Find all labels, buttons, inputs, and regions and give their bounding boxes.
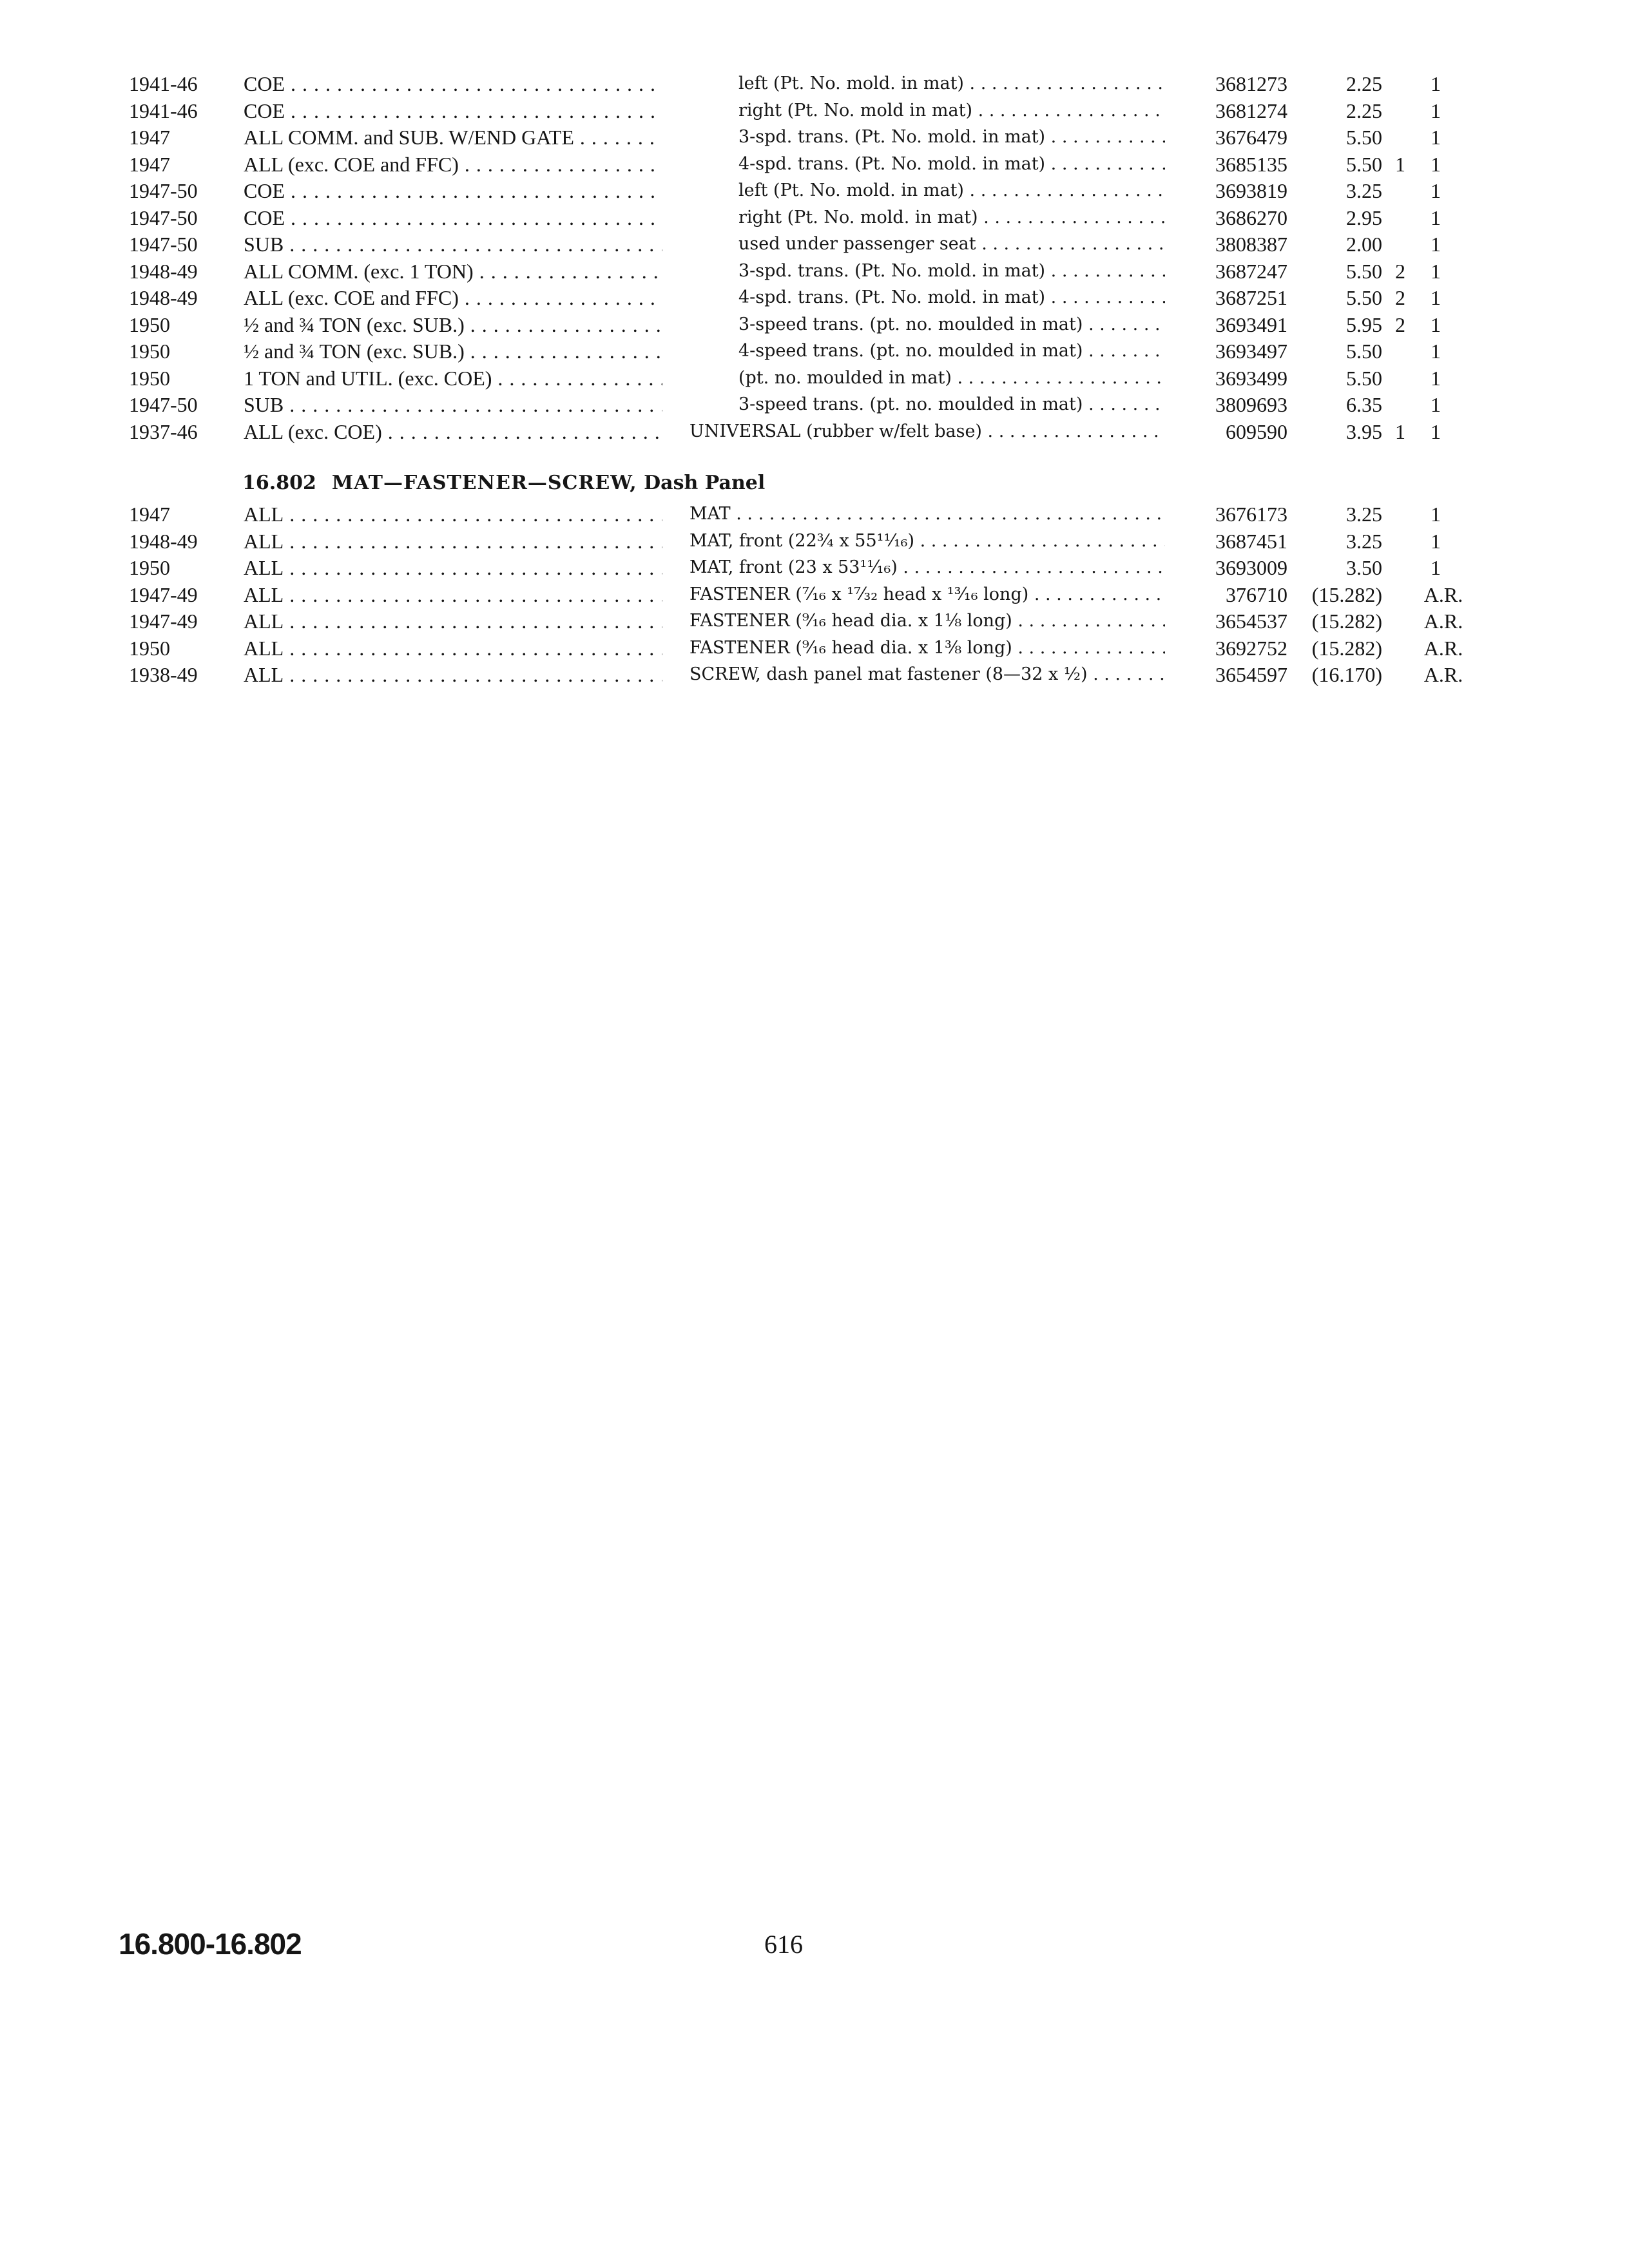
price: 5.50 xyxy=(1346,340,1382,363)
price: 2.25 xyxy=(1346,72,1382,95)
part-number: 3809693 xyxy=(1215,393,1287,416)
model-year: 1941-46 xyxy=(129,72,198,95)
quantity: 1 xyxy=(1431,393,1441,416)
model-year: 1950 xyxy=(129,312,170,336)
model-year: 1947-50 xyxy=(129,179,198,202)
model-application: ALL COMM. (exc. 1 TON) . . . xyxy=(244,257,662,285)
model-year: 1947-50 xyxy=(129,233,198,256)
table-row xyxy=(0,311,1629,339)
price: 2.25 xyxy=(1346,99,1382,122)
model-year: 1948-49 xyxy=(129,286,198,309)
table-row xyxy=(0,70,1629,98)
group-code: 2 xyxy=(1395,259,1405,283)
price: 2.00 xyxy=(1346,233,1382,256)
model-year: 1950 xyxy=(129,366,170,390)
model-year: 1947-50 xyxy=(129,206,198,229)
model-year: 1947-50 xyxy=(129,393,198,416)
part-number: 3692752 xyxy=(1215,636,1287,660)
part-number: 609590 xyxy=(1226,419,1287,443)
quantity: 1 xyxy=(1431,419,1441,443)
model-application: SUB . . . xyxy=(244,390,662,419)
quantity: 1 xyxy=(1431,152,1441,176)
model-application: ALL COMM. and SUB. W/END GATE . . . xyxy=(244,123,662,151)
part-number: 3686270 xyxy=(1215,206,1287,229)
table-row xyxy=(0,500,1629,528)
model-year: 1950 xyxy=(129,636,170,660)
part-number: 3681273 xyxy=(1215,72,1287,95)
price: 3.25 xyxy=(1346,179,1382,202)
price: 6.35 xyxy=(1346,393,1382,416)
group-code: 2 xyxy=(1395,286,1405,309)
group-code: 1 xyxy=(1395,419,1405,443)
quantity: 1 xyxy=(1431,503,1441,526)
group-code: 1 xyxy=(1395,152,1405,176)
quantity: 1 xyxy=(1431,529,1441,553)
model-application: ALL . . . xyxy=(244,581,662,609)
table-row xyxy=(0,607,1629,635)
part-description: 4-spd. trans. (Pt. No. mold. in mat) . . . xyxy=(738,150,1165,178)
part-description: 3-spd. trans. (Pt. No. mold. in mat) . . . xyxy=(738,257,1165,285)
model-application: ALL (exc. COE and FFC) . . . xyxy=(244,150,662,178)
table-row xyxy=(0,581,1629,609)
table-row xyxy=(0,337,1629,365)
price: 2.95 xyxy=(1346,206,1382,229)
part-number: 3676173 xyxy=(1215,503,1287,526)
table-row xyxy=(0,150,1629,178)
model-year: 1950 xyxy=(129,556,170,579)
quantity: 1 xyxy=(1431,312,1441,336)
model-application: COE . . . xyxy=(244,204,662,232)
quantity: A.R. xyxy=(1423,610,1463,633)
table-row xyxy=(0,364,1629,392)
model-application: ALL . . . xyxy=(244,527,662,555)
part-number: 3685135 xyxy=(1215,152,1287,176)
quantity: 1 xyxy=(1431,126,1441,149)
part-number: 3681274 xyxy=(1215,99,1287,122)
quantity: A.R. xyxy=(1423,636,1463,660)
quantity: 1 xyxy=(1431,72,1441,95)
part-description: 3-speed trans. (pt. no. moulded in mat) . . . xyxy=(738,390,1165,419)
table-row xyxy=(0,204,1629,232)
part-number: 3654537 xyxy=(1215,610,1287,633)
table-row xyxy=(0,177,1629,205)
part-description: 3-speed trans. (pt. no. moulded in mat) . . . xyxy=(738,311,1165,339)
model-year: 1941-46 xyxy=(129,99,198,122)
quantity: A.R. xyxy=(1423,582,1463,606)
price: 5.50 xyxy=(1346,286,1382,309)
section-title: MAT—FASTENER—SCREW, xyxy=(331,472,637,494)
part-number: 3654597 xyxy=(1215,663,1287,686)
table-row xyxy=(0,527,1629,555)
model-application: ALL . . . xyxy=(244,553,662,582)
model-application: COE . . . xyxy=(244,97,662,125)
part-description: 4-spd. trans. (Pt. No. mold. in mat) . . . xyxy=(738,284,1165,312)
model-application: ALL . . . xyxy=(244,634,662,662)
quantity: 1 xyxy=(1431,556,1441,579)
model-application: ALL . . . xyxy=(244,607,662,635)
part-description: FASTENER (⁷⁄₁₆ x ¹⁷⁄₃₂ head x ¹³⁄₁₆ long) . . . xyxy=(689,581,1165,609)
section-range-footer: 16.800-16.802 xyxy=(119,1927,302,1961)
model-application: 1 TON and UTIL. (exc. COE) . . . xyxy=(244,364,662,392)
price: 5.95 xyxy=(1346,312,1382,336)
model-year: 1947 xyxy=(129,503,170,526)
part-description: 3-spd. trans. (Pt. No. mold. in mat) . . . xyxy=(738,123,1165,151)
part-description: 4-speed trans. (pt. no. moulded in mat) . . . xyxy=(738,337,1165,365)
quantity: 1 xyxy=(1431,99,1441,122)
part-number: 3693491 xyxy=(1215,312,1287,336)
model-year: 1947 xyxy=(129,152,170,176)
quantity: 1 xyxy=(1431,340,1441,363)
part-description: FASTENER (⁹⁄₁₆ head dia. x 1⅜ long) . . . xyxy=(689,634,1165,662)
part-description: MAT, front (23 x 53¹¹⁄₁₆) . . . xyxy=(689,553,1165,582)
model-application: ALL (exc. COE) . . . xyxy=(244,418,662,446)
price: 3.95 xyxy=(1346,419,1382,443)
model-application: ALL . . . xyxy=(244,500,662,528)
part-description: MAT . . . xyxy=(689,500,1165,528)
part-number: 3693819 xyxy=(1215,179,1287,202)
quantity: 1 xyxy=(1431,366,1441,390)
model-year: 1947-49 xyxy=(129,610,198,633)
part-description: right (Pt. No. mold. in mat) . . . xyxy=(738,204,1165,232)
section-heading xyxy=(242,469,765,497)
part-number: 376710 xyxy=(1226,582,1287,606)
price: 3.50 xyxy=(1346,556,1382,579)
table-row xyxy=(0,123,1629,151)
table-row xyxy=(0,390,1629,419)
model-year: 1947-49 xyxy=(129,582,198,606)
part-number: 3808387 xyxy=(1215,233,1287,256)
table-row xyxy=(0,553,1629,582)
table-row xyxy=(0,230,1629,258)
part-number: 3693009 xyxy=(1215,556,1287,579)
part-description: MAT, front (22¾ x 55¹¹⁄₁₆) . . . xyxy=(689,527,1165,555)
model-application: ALL . . . xyxy=(244,660,662,689)
part-description: right (Pt. No. mold in mat) . . . xyxy=(738,97,1165,125)
model-year: 1947 xyxy=(129,126,170,149)
model-application: SUB . . . xyxy=(244,230,662,258)
part-number: 3687247 xyxy=(1215,259,1287,283)
table-row xyxy=(0,257,1629,285)
model-year: 1948-49 xyxy=(129,259,198,283)
part-number: 3693497 xyxy=(1215,340,1287,363)
price: (15.282) xyxy=(1311,636,1382,660)
price: 5.50 xyxy=(1346,126,1382,149)
model-application: ALL (exc. COE and FFC) . . . xyxy=(244,284,662,312)
price: 5.50 xyxy=(1346,366,1382,390)
price: 5.50 xyxy=(1346,152,1382,176)
part-description: (pt. no. moulded in mat) . . . xyxy=(738,364,1165,392)
quantity: 1 xyxy=(1431,233,1441,256)
price: (15.282) xyxy=(1311,582,1382,606)
price: (16.170) xyxy=(1311,663,1382,686)
table-row xyxy=(0,418,1629,446)
part-description: FASTENER (⁹⁄₁₆ head dia. x 1⅛ long) . . . xyxy=(689,607,1165,635)
price: 3.25 xyxy=(1346,503,1382,526)
quantity: 1 xyxy=(1431,259,1441,283)
part-description: SCREW, dash panel mat fastener (8—32 x ½) . . . xyxy=(689,660,1165,689)
price: 5.50 xyxy=(1346,259,1382,283)
part-description: UNIVERSAL (rubber w/felt base) . . . xyxy=(689,418,1165,446)
table-row xyxy=(0,97,1629,125)
model-year: 1948-49 xyxy=(129,529,198,553)
model-year: 1938-49 xyxy=(129,663,198,686)
price: (15.282) xyxy=(1311,610,1382,633)
table-row xyxy=(0,634,1629,662)
model-year: 1937-46 xyxy=(129,419,198,443)
table-row xyxy=(0,660,1629,689)
section-subtitle: Dash Panel xyxy=(644,472,766,494)
part-description: left (Pt. No. mold. in mat) . . . xyxy=(738,70,1165,98)
table-row xyxy=(0,284,1629,312)
quantity: 1 xyxy=(1431,206,1441,229)
quantity: 1 xyxy=(1431,179,1441,202)
part-number: 3693499 xyxy=(1215,366,1287,390)
model-year: 1950 xyxy=(129,340,170,363)
model-application: ½ and ¾ TON (exc. SUB.) . . . xyxy=(244,337,662,365)
part-description: used under passenger seat . . . xyxy=(738,230,1165,258)
model-application: ½ and ¾ TON (exc. SUB.) . . . xyxy=(244,311,662,339)
model-application: COE . . . xyxy=(244,177,662,205)
page-number: 616 xyxy=(764,1930,803,1959)
section-number: 16.802 xyxy=(242,472,316,494)
part-description: left (Pt. No. mold. in mat) . . . xyxy=(738,177,1165,205)
part-number: 3687251 xyxy=(1215,286,1287,309)
quantity: 1 xyxy=(1431,286,1441,309)
group-code: 2 xyxy=(1395,312,1405,336)
part-number: 3676479 xyxy=(1215,126,1287,149)
price: 3.25 xyxy=(1346,529,1382,553)
quantity: A.R. xyxy=(1423,663,1463,686)
model-application: COE . . . xyxy=(244,70,662,98)
part-number: 3687451 xyxy=(1215,529,1287,553)
